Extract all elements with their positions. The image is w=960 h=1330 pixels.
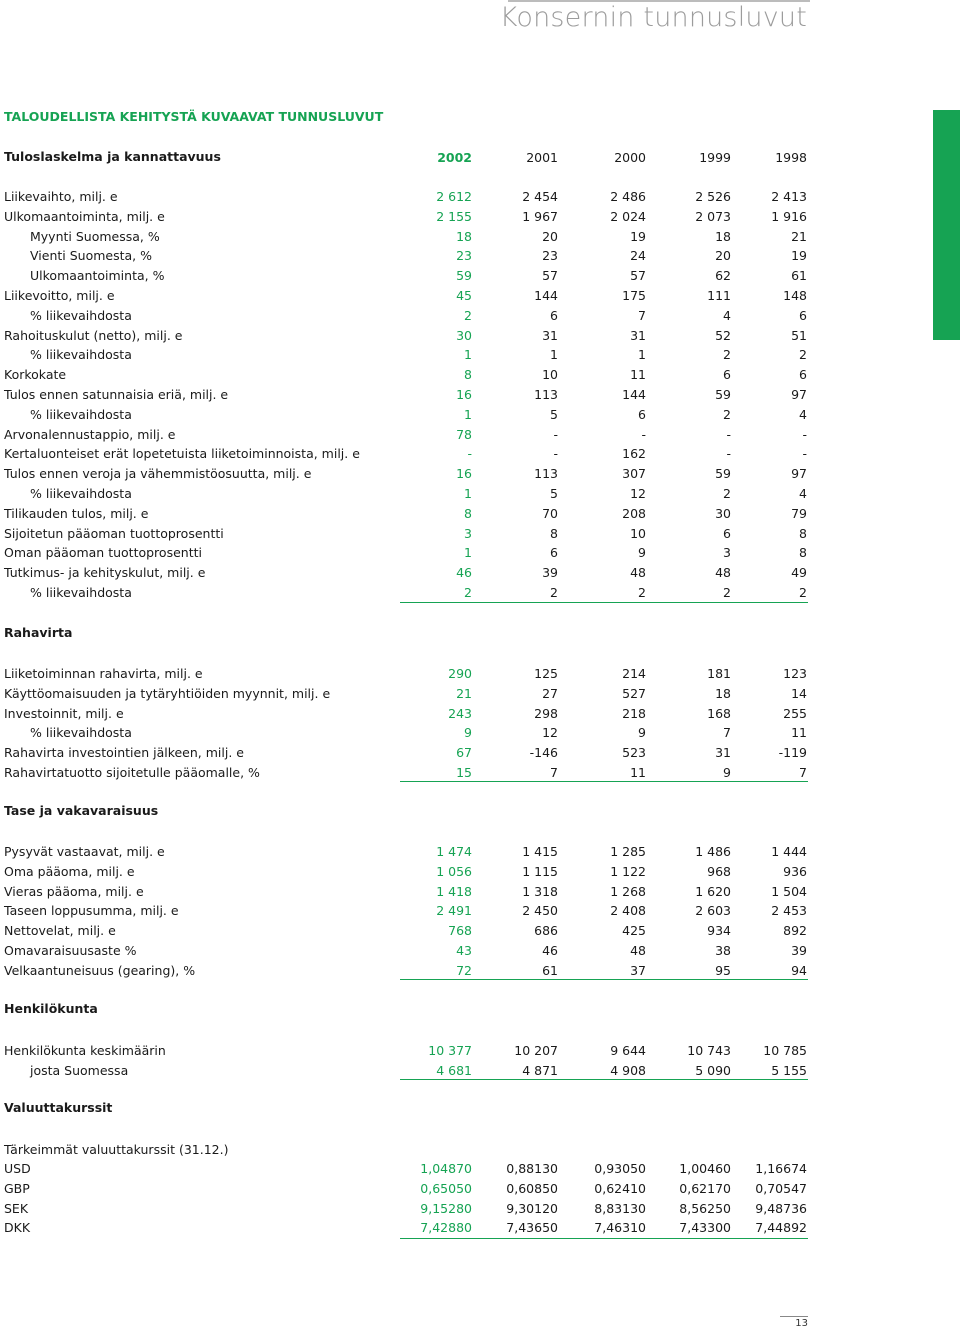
row-value: 1 285: [610, 844, 646, 859]
table-row: [0, 942, 820, 962]
row-value: 1: [550, 347, 558, 363]
row-value: 14: [791, 685, 807, 701]
row-value: 208: [622, 505, 646, 521]
row-value: 97: [791, 387, 807, 402]
row-value: 59: [715, 466, 731, 482]
row-value: 2: [638, 585, 646, 600]
row-label: Oman pääoman tuottoprosentti: [4, 545, 202, 561]
row-value: 2: [799, 347, 807, 363]
row-value: 892: [783, 923, 807, 939]
row-value: 1,00460: [679, 1161, 731, 1176]
row-value: 3: [723, 545, 731, 561]
row-value: 9: [638, 545, 646, 561]
row-value: 5 155: [771, 1062, 807, 1078]
table-row: [0, 366, 820, 386]
row-value: 2: [723, 585, 731, 600]
row-value: 1 318: [522, 883, 558, 899]
row-label: Liikevoitto, milj. e: [4, 288, 115, 303]
row-value: 0,70547: [755, 1180, 807, 1196]
row-value: 243: [448, 705, 472, 721]
row-value: 181: [707, 666, 731, 681]
row-label: Pysyvät vastaavat, milj. e: [4, 844, 165, 859]
row-value: 7: [799, 765, 807, 780]
row-value: 298: [534, 705, 558, 721]
row-label: USD: [4, 1161, 31, 1176]
row-value: 18: [456, 228, 472, 244]
year-header: 2002: [437, 150, 472, 165]
row-value: 2: [799, 585, 807, 600]
row-value: 0,60850: [506, 1180, 558, 1196]
row-value: 162: [622, 446, 646, 462]
table-row: [0, 843, 820, 863]
section-rule: [400, 979, 808, 980]
row-value: 19: [630, 228, 646, 244]
table-row: [0, 406, 820, 426]
row-value: 57: [542, 268, 558, 284]
row-value: 1: [464, 545, 472, 561]
row-value: 59: [456, 268, 472, 284]
row-value: 72: [456, 962, 472, 978]
row-value: 39: [542, 565, 558, 581]
row-value: 523: [622, 745, 646, 761]
row-value: 2: [550, 585, 558, 600]
row-value: 46: [456, 565, 472, 581]
section-title: Valuuttakurssit: [4, 1100, 113, 1115]
row-label: Taseen loppusumma, milj. e: [4, 903, 179, 919]
row-value: 2 413: [771, 189, 807, 204]
page-number-rule: [780, 1316, 808, 1317]
row-value: 9: [464, 725, 472, 741]
row-value: 148: [783, 288, 807, 303]
row-label: Rahavirta investointien jälkeen, milj. e: [4, 745, 244, 761]
row-value: 10: [542, 367, 558, 383]
row-value: 39: [791, 943, 807, 958]
row-value: 62: [715, 268, 731, 284]
row-label: Velkaantuneisuus (gearing), %: [4, 962, 196, 978]
row-value: 19: [791, 248, 807, 264]
row-label: Tutkimus- ja kehityskulut, milj. e: [4, 565, 206, 581]
row-value: 48: [715, 565, 731, 581]
page-number: 13: [795, 1318, 808, 1329]
row-value: 2: [464, 307, 472, 323]
row-value: 21: [456, 685, 472, 701]
row-value: 2 024: [610, 208, 646, 224]
row-value: 6: [723, 367, 731, 383]
row-value: 67: [456, 745, 472, 761]
row-value: 7,42880: [420, 1220, 472, 1236]
row-label: DKK: [4, 1220, 31, 1236]
row-value: 2 486: [610, 189, 646, 204]
row-label: % liikevaihdosta: [30, 307, 132, 323]
row-value: 1,16674: [755, 1161, 807, 1176]
row-value: 38: [715, 943, 731, 958]
row-value: 6: [550, 545, 558, 561]
row-value: 4: [799, 486, 807, 501]
row-value: 255: [783, 705, 807, 721]
row-value: 10 207: [514, 1043, 558, 1058]
row-value: -: [641, 426, 646, 442]
table-row: [0, 1180, 820, 1200]
row-value: -: [802, 446, 807, 462]
row-value: 48: [630, 943, 646, 958]
row-value: 123: [783, 666, 807, 681]
row-label: Myynti Suomessa, %: [30, 228, 160, 244]
table-row: [0, 724, 820, 744]
row-value: 5: [550, 406, 558, 422]
row-value: 144: [534, 288, 558, 303]
section-rule: [400, 1238, 808, 1239]
row-value: 9,15280: [420, 1200, 472, 1216]
row-value: 7: [638, 307, 646, 323]
row-value: 4 908: [610, 1062, 646, 1078]
row-value: 8: [464, 367, 472, 383]
row-label: Kertaluonteiset erät lopetetuista liiketoiminnoista, milj. e: [4, 446, 360, 462]
row-value: 6: [799, 367, 807, 383]
row-value: 45: [456, 288, 472, 303]
row-label: Rahoituskulut (netto), milj. e: [4, 327, 183, 343]
row-value: 49: [791, 565, 807, 581]
row-value: 144: [622, 387, 646, 402]
row-value: 686: [534, 923, 558, 939]
page-title: Konsernin tunnusluvut: [499, 2, 807, 33]
table-row: [0, 544, 820, 564]
row-value: 0,65050: [420, 1180, 472, 1196]
row-value: 7,43650: [506, 1220, 558, 1236]
table-row: [0, 902, 820, 922]
row-value: 12: [542, 725, 558, 741]
row-label: josta Suomessa: [30, 1062, 129, 1078]
row-value: 5: [550, 486, 558, 501]
row-value: 18: [715, 228, 731, 244]
table-row: [0, 883, 820, 903]
row-value: 30: [715, 505, 731, 521]
row-value: 1,04870: [420, 1161, 472, 1176]
row-value: 1 415: [522, 844, 558, 859]
year-header: 1999: [699, 150, 731, 165]
year-header: 1998: [775, 150, 807, 165]
row-value: 10 743: [687, 1043, 731, 1058]
row-label: % liikevaihdosta: [30, 725, 132, 741]
table-row: [0, 465, 820, 485]
row-label: Investoinnit, milj. e: [4, 705, 124, 721]
row-value: 7,46310: [594, 1220, 646, 1236]
row-value: 79: [791, 505, 807, 521]
row-value: 97: [791, 466, 807, 482]
row-value: 2 073: [695, 208, 731, 224]
row-label: Rahavirtatuotto sijoitetulle pääomalle, %: [4, 765, 260, 780]
row-value: 10: [630, 525, 646, 541]
row-label: Sijoitetun pääoman tuottoprosentti: [4, 525, 224, 541]
row-label: Henkilökunta keskimäärin: [4, 1043, 166, 1058]
row-value: 2: [464, 585, 472, 600]
row-value: 11: [630, 765, 646, 780]
row-value: 768: [448, 923, 472, 939]
table-row: [0, 188, 820, 208]
row-value: 12: [630, 486, 646, 501]
table-row: [0, 426, 820, 446]
row-value: 18: [715, 685, 731, 701]
table-row: [0, 287, 820, 307]
table-row: [0, 665, 820, 685]
section-rule: [400, 602, 808, 603]
row-value: 2 408: [610, 903, 646, 919]
row-label: Ulkomaantoiminta, %: [30, 268, 165, 284]
table-row: [0, 525, 820, 545]
row-value: 23: [542, 248, 558, 264]
row-value: 8: [799, 545, 807, 561]
row-value: -: [802, 426, 807, 442]
row-value: 936: [783, 863, 807, 879]
row-value: 7,44892: [755, 1220, 807, 1236]
row-value: 214: [622, 666, 646, 681]
row-value: -146: [529, 745, 558, 761]
row-value: 113: [534, 466, 558, 482]
row-value: 8,56250: [679, 1200, 731, 1216]
row-value: 2 453: [771, 903, 807, 919]
row-label: GBP: [4, 1180, 30, 1196]
row-label: Liiketoiminnan rahavirta, milj. e: [4, 666, 203, 681]
section-subtitle: Tärkeimmät valuuttakurssit (31.12.): [4, 1142, 229, 1157]
row-value: 70: [542, 505, 558, 521]
table-row: [0, 386, 820, 406]
section-title: Tuloslaskelma ja kannattavuus: [4, 149, 221, 164]
row-label: Arvonalennustappio, milj. e: [4, 426, 176, 442]
table-row: [0, 346, 820, 366]
row-value: 8: [799, 525, 807, 541]
row-label: % liikevaihdosta: [30, 406, 132, 422]
table-row: [0, 1200, 820, 1220]
section-title: Tase ja vakavaraisuus: [4, 803, 159, 818]
row-label: Liikevaihto, milj. e: [4, 189, 118, 204]
row-value: 16: [456, 466, 472, 482]
row-value: 9 644: [610, 1043, 646, 1058]
row-value: 23: [456, 248, 472, 264]
row-value: 20: [715, 248, 731, 264]
row-value: 43: [456, 943, 472, 958]
table-row: [0, 863, 820, 883]
row-value: 15: [456, 765, 472, 780]
row-value: 2: [723, 406, 731, 422]
table-row: [0, 685, 820, 705]
row-value: 9,30120: [506, 1200, 558, 1216]
row-label: Ulkomaantoiminta, milj. e: [4, 208, 165, 224]
section-title: Rahavirta: [4, 625, 73, 640]
row-value: 168: [707, 705, 731, 721]
table-row: [0, 485, 820, 505]
row-value: 10 377: [428, 1043, 472, 1058]
row-value: 1: [464, 347, 472, 363]
row-value: 1 486: [695, 844, 731, 859]
row-value: 1: [638, 347, 646, 363]
row-value: -: [467, 446, 472, 462]
row-value: 968: [707, 863, 731, 879]
row-value: 6: [723, 525, 731, 541]
row-value: 20: [542, 228, 558, 244]
table-row: [0, 922, 820, 942]
row-value: 10 785: [763, 1043, 807, 1058]
row-value: 4: [799, 406, 807, 422]
row-value: 2: [723, 486, 731, 501]
row-label: SEK: [4, 1200, 29, 1216]
year-header: 2000: [614, 150, 646, 165]
section-title: Henkilökunta: [4, 1001, 98, 1016]
row-value: 2 454: [522, 189, 558, 204]
table-row: [0, 228, 820, 248]
row-value: 1 268: [610, 883, 646, 899]
row-value: 4 681: [436, 1062, 472, 1078]
row-value: 125: [534, 666, 558, 681]
row-value: 52: [715, 327, 731, 343]
table-row: [0, 1042, 820, 1062]
row-value: 2 155: [436, 208, 472, 224]
table-row: [0, 1160, 820, 1180]
row-label: Oma pääoma, milj. e: [4, 863, 135, 879]
row-value: 1: [464, 406, 472, 422]
row-value: 2 491: [436, 903, 472, 919]
row-value: 527: [622, 685, 646, 701]
table-row: [0, 445, 820, 465]
table-row: [0, 584, 820, 604]
row-value: 11: [630, 367, 646, 383]
row-value: -: [726, 426, 731, 442]
row-value: 61: [791, 268, 807, 284]
row-value: 51: [791, 327, 807, 343]
table-row: [0, 505, 820, 525]
row-value: 7: [550, 765, 558, 780]
row-value: 111: [707, 288, 731, 303]
table-row: [0, 307, 820, 327]
row-value: 0,88130: [506, 1161, 558, 1176]
side-color-tab: [933, 110, 960, 340]
row-value: 2 612: [436, 189, 472, 204]
row-value: 8,83130: [594, 1200, 646, 1216]
row-label: Tulos ennen veroja ja vähemmistöosuutta, milj. e: [4, 466, 312, 482]
table-row: [0, 705, 820, 725]
row-value: 7,43300: [679, 1220, 731, 1236]
row-value: 6: [638, 406, 646, 422]
row-value: 6: [550, 307, 558, 323]
row-value: 1 474: [436, 844, 472, 859]
row-value: -: [726, 446, 731, 462]
row-label: Tilikauden tulos, milj. e: [4, 505, 149, 521]
row-value: 1 444: [771, 844, 807, 859]
row-value: 94: [791, 962, 807, 978]
row-value: 1 122: [610, 863, 646, 879]
row-value: 9: [723, 765, 731, 780]
table-row: [0, 208, 820, 228]
row-value: 113: [534, 387, 558, 402]
row-value: 37: [630, 962, 646, 978]
section-rule: [400, 781, 808, 782]
row-value: 9,48736: [755, 1200, 807, 1216]
document-heading: TALOUDELLISTA KEHITYSTÄ KUVAAVAT TUNNUSLUVUT: [4, 109, 384, 124]
row-value: 175: [622, 288, 646, 303]
row-label: Vienti Suomesta, %: [30, 248, 152, 264]
row-value: 9: [638, 725, 646, 741]
row-label: % liikevaihdosta: [30, 347, 132, 363]
row-value: 218: [622, 705, 646, 721]
row-value: 21: [791, 228, 807, 244]
row-value: 30: [456, 327, 472, 343]
row-label: Tulos ennen satunnaisia eriä, milj. e: [4, 387, 229, 402]
row-value: 5 090: [695, 1062, 731, 1078]
table-row: [0, 267, 820, 287]
year-header: 2001: [526, 150, 558, 165]
row-value: 61: [542, 962, 558, 978]
row-value: 6: [799, 307, 807, 323]
row-value: 4 871: [522, 1062, 558, 1078]
row-label: Vieras pääoma, milj. e: [4, 883, 144, 899]
row-value: 2: [723, 347, 731, 363]
row-label: Käyttöomaisuuden ja tytäryhtiöiden myynnit, milj. e: [4, 685, 331, 701]
row-value: 4: [723, 307, 731, 323]
row-value: 1 115: [522, 863, 558, 879]
row-value: 59: [715, 387, 731, 402]
row-value: 0,62170: [679, 1180, 731, 1196]
row-value: 1 620: [695, 883, 731, 899]
row-value: 1 916: [771, 208, 807, 224]
table-row: [0, 564, 820, 584]
row-value: 8: [550, 525, 558, 541]
row-label: Korkokate: [4, 367, 67, 383]
row-value: 1 418: [436, 883, 472, 899]
row-value: 307: [622, 466, 646, 482]
row-value: 934: [707, 923, 731, 939]
row-value: 2 603: [695, 903, 731, 919]
row-value: 1 056: [436, 863, 472, 879]
row-value: 1 504: [771, 883, 807, 899]
row-value: 2 450: [522, 903, 558, 919]
section-rule: [400, 1079, 808, 1080]
row-label: Omavaraisuusaste %: [4, 943, 137, 958]
row-value: 425: [622, 923, 646, 939]
table-row: [0, 247, 820, 267]
row-value: -: [553, 426, 558, 442]
row-value: 290: [448, 666, 472, 681]
row-value: 11: [791, 725, 807, 741]
row-value: 0,93050: [594, 1161, 646, 1176]
row-value: 95: [715, 962, 731, 978]
row-value: 31: [715, 745, 731, 761]
row-value: 31: [630, 327, 646, 343]
row-value: 27: [542, 685, 558, 701]
row-label: Nettovelat, milj. e: [4, 923, 116, 939]
row-value: 48: [630, 565, 646, 581]
row-value: 31: [542, 327, 558, 343]
row-value: 78: [456, 426, 472, 442]
row-value: 7: [723, 725, 731, 741]
row-value: 2 526: [695, 189, 731, 204]
row-value: 1 967: [522, 208, 558, 224]
row-value: 3: [464, 525, 472, 541]
table-row: [0, 744, 820, 764]
row-value: 24: [630, 248, 646, 264]
row-value: 0,62410: [594, 1180, 646, 1196]
row-value: 8: [464, 505, 472, 521]
table-row: [0, 327, 820, 347]
row-value: -119: [778, 745, 807, 761]
row-value: 1: [464, 486, 472, 501]
row-label: % liikevaihdosta: [30, 585, 132, 600]
table-row: [0, 1219, 820, 1239]
row-value: 16: [456, 387, 472, 402]
row-value: -: [553, 446, 558, 462]
row-label: % liikevaihdosta: [30, 486, 132, 501]
row-value: 57: [630, 268, 646, 284]
row-value: 46: [542, 943, 558, 958]
